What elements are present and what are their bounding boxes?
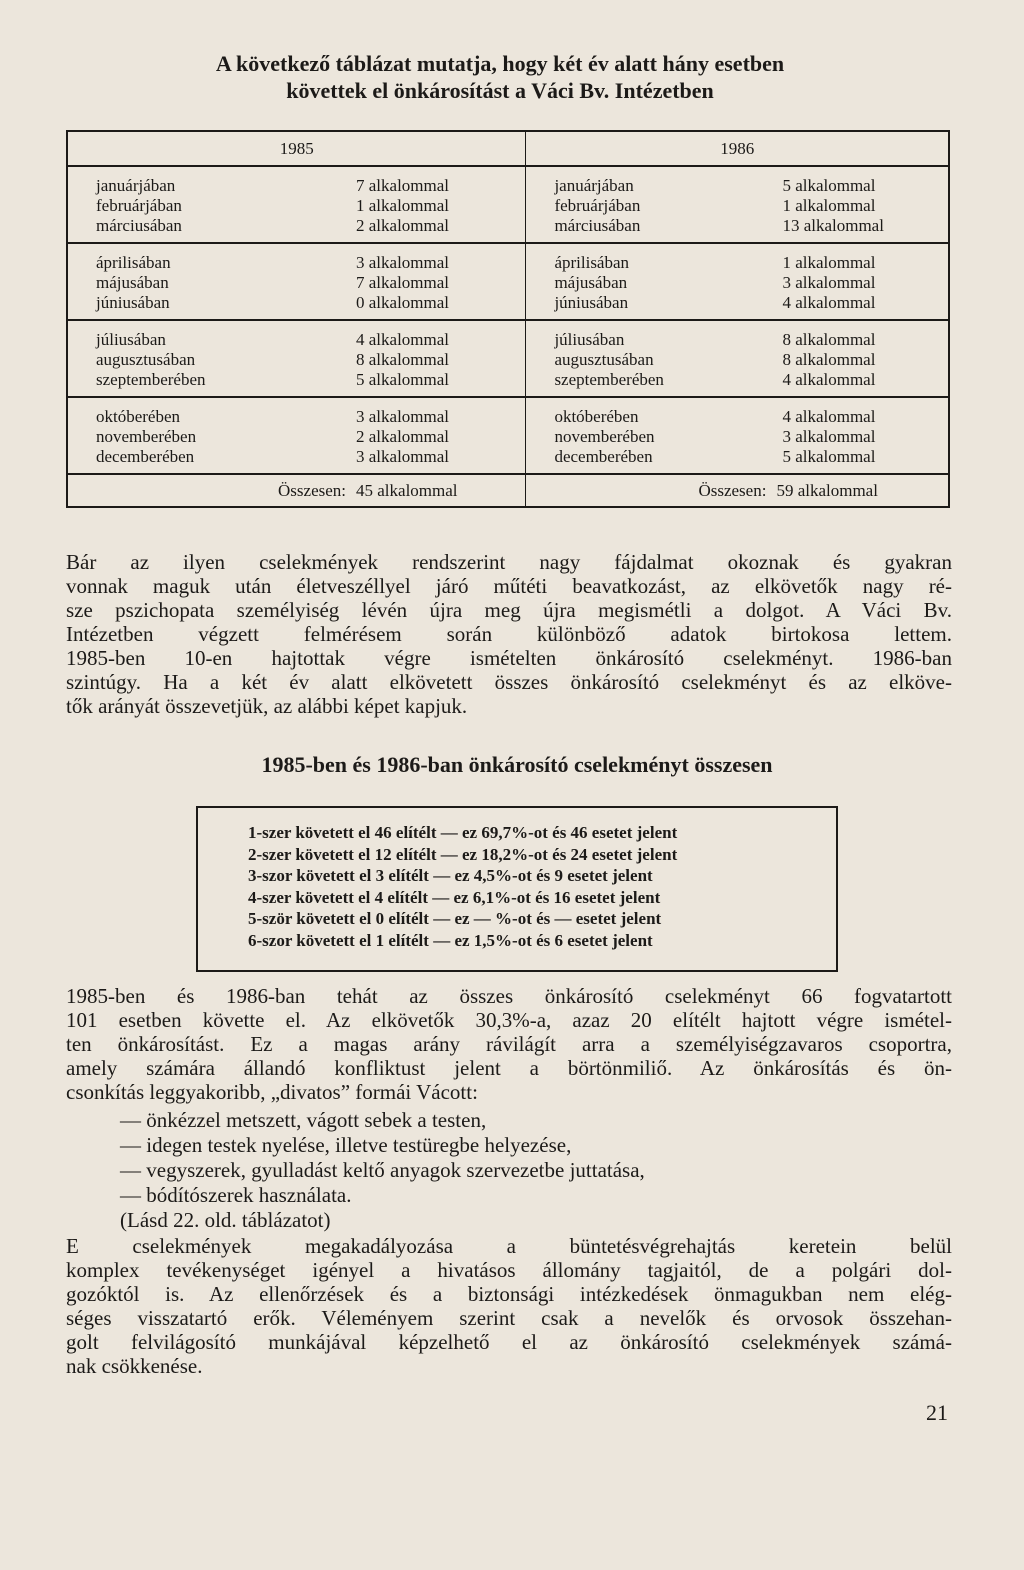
count-1986: 1 alkalommal <box>782 253 876 272</box>
count-1986: 3 alkalommal <box>782 427 876 446</box>
text-line: Intézetben végzett felmérésem során különböző adatok birtokosa lettem. <box>66 622 952 646</box>
count-1986: 8 alkalommal <box>782 330 876 349</box>
text-line: komplex tevékenységet igényel a hivatásos állomány tagjaitól, de a polgári dol- <box>66 1258 952 1282</box>
title-line-1: A következő táblázat mutatja, hogy két év alatt hány esetben <box>215 51 785 76</box>
month-label: októberében <box>554 407 639 426</box>
summary-subtitle: 1985-ben és 1986-ban önkárosító cselekményt összesen <box>261 752 773 777</box>
header-year-1986: 1986 <box>526 131 949 166</box>
text-line: séges visszatartó erők. Véleményem szerint csak a nevelők és orvosok összehan- <box>66 1306 952 1330</box>
month-label: decemberében <box>554 447 653 466</box>
forms-list <box>120 1108 645 1233</box>
table-group-q1 <box>67 166 949 243</box>
list-item: — bódítószerek használata. <box>120 1183 352 1207</box>
month-label: augusztusában <box>554 350 654 369</box>
month-label: novemberében <box>96 427 197 446</box>
count-1985: 5 alkalommal <box>356 370 450 389</box>
summary-row: 5-ször követett el 0 elítélt — ez — %-ot és — esetet jelent <box>248 909 662 928</box>
month-label: januárjában <box>96 176 176 195</box>
month-label: novemberében <box>554 427 655 446</box>
text-line: nak csökkenése. <box>66 1354 203 1378</box>
month-label: márciusában <box>554 216 641 235</box>
month-label: júniusában <box>96 293 170 312</box>
month-label: februárjában <box>554 196 641 215</box>
text-line: csonkítás leggyakoribb, „divatos” formái Vácott: <box>66 1080 478 1104</box>
month-label: szeptemberében <box>554 370 664 389</box>
count-1986: 1 alkalommal <box>782 196 876 215</box>
summary-row: 2-szer követett el 12 elítélt — ez 18,2%-ot és 24 esetet jelent <box>248 844 678 864</box>
monthly-cases-table <box>66 130 950 508</box>
text-line: 101 esetben követte el. Az elkövetők 30,3%-a, azaz 20 elítélt hajtott végre ismétel- <box>66 1008 952 1032</box>
month-label: májusában <box>96 273 169 292</box>
count-1985: 8 alkalommal <box>356 350 450 369</box>
text-line: 1985-ben és 1986-ban tehát az összes önkárosító cselekményt 66 fogvatartott <box>66 984 952 1008</box>
total-1986: 59 alkalommal <box>776 480 878 500</box>
count-1985: 1 alkalommal <box>356 196 450 215</box>
count-1986: 13 alkalommal <box>782 216 884 235</box>
text-line: ten önkárosítást. Ez a magas arány rávilágít arra a személyiségzavaros csoportra, <box>66 1032 952 1056</box>
list-item: — idegen testek nyelése, illetve testüregbe helyezése, <box>120 1133 572 1157</box>
text-line: E cselekmények megakadályozása a büntetésvégrehajtás keretein belül <box>66 1234 952 1258</box>
paragraph-2 <box>66 984 952 1104</box>
table-header-row <box>67 131 949 166</box>
count-1985: 0 alkalommal <box>356 293 450 312</box>
month-label: júliusában <box>554 330 625 349</box>
text-line: amely számára állandó konfliktust jelent a börtönmiliő. Az önkárosítás és ön- <box>66 1056 952 1080</box>
summary-row: 4-szer követett el 4 elítélt — ez 6,1%-ot és 16 esetet jelent <box>248 887 661 907</box>
month-label: júniusában <box>554 293 629 312</box>
count-1985: 2 alkalommal <box>356 427 450 446</box>
text-line: tők arányát összevetjük, az alábbi képet kapjuk. <box>66 694 468 718</box>
list-item: — vegyszerek, gyulladást keltő anyagok szervezetbe juttatása, <box>120 1158 645 1182</box>
count-1985: 4 alkalommal <box>356 330 450 349</box>
month-label: áprilisában <box>554 253 630 272</box>
count-1986: 4 alkalommal <box>782 293 876 312</box>
count-1985: 7 alkalommal <box>356 176 450 195</box>
table-group-q3 <box>67 320 949 397</box>
table-group-q2 <box>67 243 949 320</box>
count-1986: 5 alkalommal <box>782 447 876 466</box>
count-1985: 3 alkalommal <box>356 447 450 466</box>
paragraph-3 <box>66 1234 952 1378</box>
month-label: májusában <box>554 273 628 292</box>
count-1986: 8 alkalommal <box>782 350 876 369</box>
month-label: júliusában <box>96 330 166 349</box>
count-1986: 3 alkalommal <box>782 273 876 292</box>
month-label: februárjában <box>96 196 182 215</box>
month-label: októberében <box>96 407 181 426</box>
count-1985: 2 alkalommal <box>356 216 450 235</box>
count-1986: 5 alkalommal <box>782 176 876 195</box>
text-line: Bár az ilyen cselekmények rendszerint nagy fájdalmat okoznak és gyakran <box>66 550 952 574</box>
count-1985: 3 alkalommal <box>356 407 450 426</box>
table-group-q4 <box>67 397 949 474</box>
text-line: vonnak maguk után életveszéllyel járó műtéti beavatkozást, az elkövetők nagy ré- <box>66 574 952 598</box>
month-label: decemberében <box>96 447 195 466</box>
month-label: áprilisában <box>96 253 171 272</box>
month-label: januárjában <box>554 176 634 195</box>
total-label: Összesen: <box>698 480 767 500</box>
page-number: 21 <box>926 1400 948 1425</box>
title-line-2: követtek el önkárosítást a Váci Bv. Intézetben <box>286 78 714 103</box>
month-label: augusztusában <box>96 350 196 369</box>
count-1986: 4 alkalommal <box>782 407 876 426</box>
text-line: 1985-ben 10-en hajtottak végre ismételten önkárosító cselekményt. 1986-ban <box>66 646 952 670</box>
month-label: márciusában <box>96 216 182 235</box>
count-1985: 7 alkalommal <box>356 273 450 292</box>
summary-row: 3-szor követett el 3 elítélt — ez 4,5%-ot és 9 esetet jelent <box>248 866 653 885</box>
total-1985: 45 alkalommal <box>356 480 458 500</box>
total-label: Összesen: <box>278 480 346 500</box>
table-total-row <box>67 474 949 507</box>
paragraph-1 <box>66 550 952 718</box>
count-1985: 3 alkalommal <box>356 253 450 272</box>
text-line: gozóktól is. Az ellenőrzések és a biztonsági intézkedések önmagukban nem elég- <box>66 1282 952 1306</box>
count-1986: 4 alkalommal <box>782 370 876 389</box>
summary-box <box>196 806 838 972</box>
text-line: sze pszichopata személyiség lévén újra meg újra megismétli a dolgot. A Váci Bv. <box>66 598 952 622</box>
table-title <box>100 50 900 104</box>
header-year-1985: 1985 <box>67 131 526 166</box>
list-item: (Lásd 22. old. táblázatot) <box>120 1208 331 1232</box>
list-item: — önkézzel metszett, vágott sebek a testen, <box>120 1108 487 1132</box>
text-line: golt felvilágosító munkájával képzelhető el az önkárosító cselekmények számá- <box>66 1330 952 1354</box>
summary-row: 1-szer követett el 46 elítélt — ez 69,7%-ot és 46 esetet jelent <box>248 823 678 842</box>
month-label: szeptemberében <box>96 370 206 389</box>
text-line: szintúgy. Ha a két év alatt elkövetett összes önkárosító cselekményt és az elköve- <box>66 670 952 694</box>
summary-row: 6-szor követett el 1 elítélt — ez 1,5%-ot és 6 esetet jelent <box>248 930 653 950</box>
